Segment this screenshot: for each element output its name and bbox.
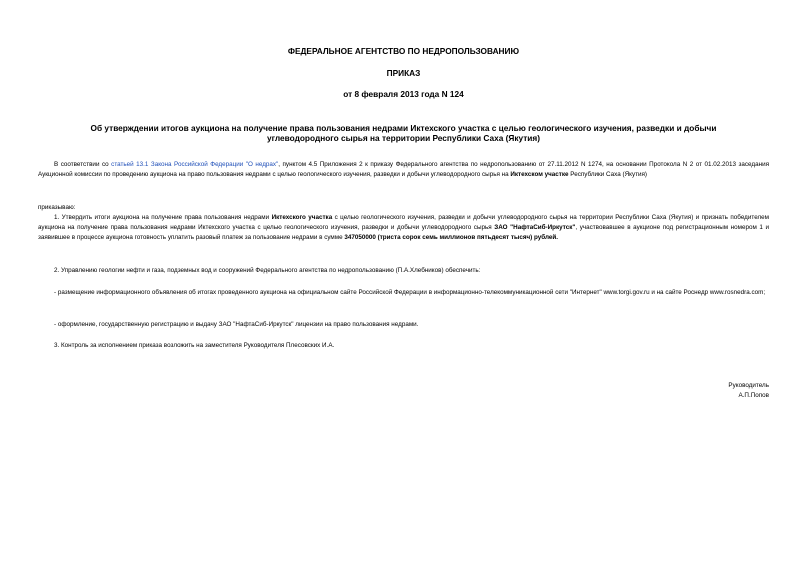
agency-name: ФЕДЕРАЛЬНОЕ АГЕНТСТВО ПО НЕДРОПОЛЬЗОВАНИЮ [287,46,520,56]
item-1-bold-site: Иктехского участка [271,214,333,221]
preamble-paragraph [38,160,769,180]
document-title: Об утверждении итогов аукциона на получение права пользования недрами Иктехского участка с целью геологического изучения, разведки и добычи углеводородного сырья на территории Республики Саха (Якутия) [90,123,717,143]
item-1-bold-amount: 347050000 (триста сорок семь миллионов пятьдесят тысяч) рублей. [344,234,559,241]
item-1-text-3: , участвовавшее в аукционе под регистрационным номером 1 и заявившее в процессе аукциона готовность уплатить разовый платеж за пользование недрами в сумме [38,224,769,241]
document-type: ПРИКАЗ [386,68,421,78]
item-1-bold-company: ЗАО "НафтаСиб-Иркутск" [494,224,576,231]
signature-name: А.П.Попов [738,392,769,399]
item-2-paragraph: 2. Управлению геологии нефти и газа, подземных вод и сооружений Федерального агентства по недропользованию (П.А.Хлебников) обеспечить: [54,267,481,274]
item-2a-paragraph: - размещение информационного объявления об итогах проведенного аукциона на официальном сайте Российской Федерации в информационно-телекоммуникационной сети "Интернет" www.torgi.gov.ru и на сайте Роснедр www.rosnedra.com; [54,289,766,296]
preamble-text-3: Республики Саха (Якутия) [568,171,648,178]
order-word: приказываю: [38,204,76,211]
item-3-paragraph: 3. Контроль за исполнением приказа возложить на заместителя Руководителя Плесовских И.А. [54,342,335,349]
document-page [38,0,769,571]
signature-position: Руководитель [728,382,769,389]
item-1-text-1: 1. Утвердить итоги аукциона на получение права пользования недрами [54,214,272,221]
item-1-paragraph [38,213,769,243]
preamble-text-1: В соответствии со [54,161,112,168]
law-link[interactable]: статьей 13.1 Закона Российской Федерации "О недрах" [111,161,279,168]
preamble-bold-site: Иктехском участке [510,171,569,178]
preamble-text-2: , пунктом 4.5 Приложения 2 к приказу Федерального агентства по недропользованию от 27.11.2012 N 1274, на основании Протокола N 2 от 01.02.2013 заседания Аукционной комиссии по проведению аукциона на право пользования недрами с целью геологического изучения, разведки и добычи углеводородного сырья на [38,161,769,178]
item-1-text-2: с целью геологического изучения, разведки и добычи углеводородного сырья на территории Республики Саха (Якутия) и признать победителем аукциона на получение права пользования недрами Иктехского участка с целью геологического изучения, разведки и добычи углеводородного сырья [38,214,769,231]
item-2b-paragraph: - оформление, государственную регистрацию и выдачу ЗАО "НафтаСиб-Иркутск" лицензии на право пользования недрами. [54,321,419,328]
document-date-number: от 8 февраля 2013 года N 124 [343,89,464,99]
